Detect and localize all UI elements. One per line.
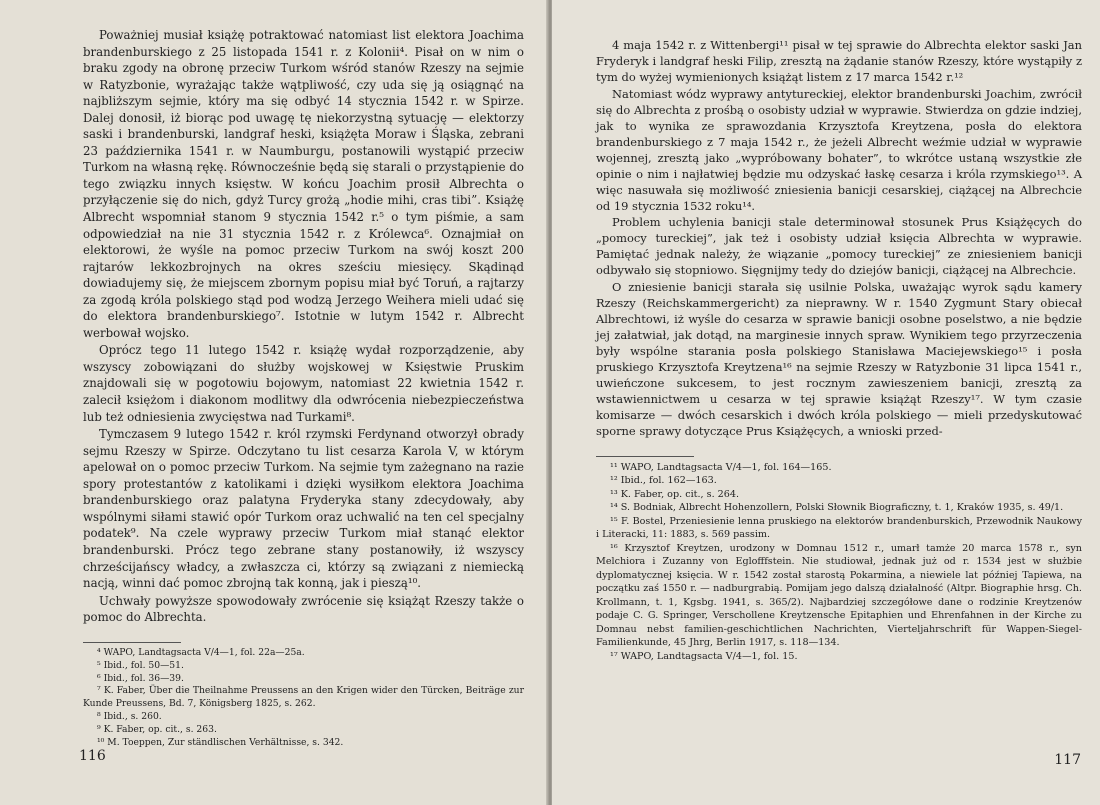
paragraph: Tymczasem 9 lutego 1542 r. król rzymski Ferdynand otworzył obrady sejmu Rzeszy w Spirze. Odczytano tu list cesarza Karola V, w którym apelował on o pomoc przeciw Turkom. Na sejmie tym zażegnano na razie spory protestantów z katolikami i dzięki wysiłkom elektora Joachima brandenburskiego oraz palatyna Fryderyka stany zdecydowały, aby wspólnymi siłami stawić opór Turkom oraz uchwalić na ten cel specjalny podatek⁹. Na czele wyprawy przeciw Turkom miał stanąć elektor brandenburski. Prócz tego zebrane stany postanowiły, iż wszyscy chrześcijańscy władcy, a zwłaszcza ci, którzy są związani z niemiecką nacją, winni dać pomoc zbrojną tak konną, jak i pieszą¹⁰.	[83, 427, 524, 591]
footnote: ⁴ WAPO, Landtagsacta V/4—1, fol. 22a—25a.	[97, 646, 305, 658]
right-page	[552, 0, 1100, 805]
paragraph: O zniesienie banicji starała się usilnie Polska, uważając wyrok sądu kamery Rzeszy (Reichskammergericht) za nieprawny. W r. 1540 Zygmunt Stary obiecał Albrechtowi, iż wyśle do cesarza w sprawie banicji osobne poselstwo, a nie będzie jej załatwiał, jak dotąd, na marginesie innych spraw. Wynikiem tego przyrzeczenia były wspólne starania posła polskiego Stanisława Maciejewskiego¹⁵ i posła pruskiego Krzysztofa Kreytzena¹⁶ na sejmie Rzeszy w Ratyzbonie 31 lipca 1541 r., uwieńczone sukcesem, to jest rocznym zawieszeniem banicji, zresztą za wstawiennictwem u cesarza w tej sprawie książąt Rzeszy¹⁷. W tym czasie komisarze — dwóch cesarskich i dwóch króla polskiego — mieli przedyskutować sporne sprawy dotyczące Prus Książęcych, a wnioski przed-	[596, 280, 1082, 438]
footnote: ¹⁴ S. Bodniak, Albrecht Hohenzollern, Polski Słownik Biograficzny, t. 1, Kraków 1935, s. 49/1.	[610, 502, 1064, 514]
footnote: ¹³ K. Faber, op. cit., s. 264.	[610, 488, 740, 500]
footnote-divider	[596, 456, 694, 457]
page-number: 117	[1054, 752, 1081, 768]
right-body	[596, 38, 1082, 440]
footnote: ⁵ Ibid., fol. 50—51.	[97, 659, 184, 671]
footnote: ⁸ Ibid., s. 260.	[97, 711, 162, 723]
footnote: ¹⁵ F. Bostel, Przeniesienie lenna pruskiego na elektorów brandenburskich, Przewodnik Naukowy i Literacki, 11: 1883, s. 569 passim.	[596, 515, 1082, 541]
footnote: ¹¹ WAPO, Landtagsacta V/4—1, fol. 164—165.	[610, 461, 832, 473]
left-footnotes	[83, 647, 524, 750]
footnote: ¹⁶ Krzysztof Kreytzen, urodzony w Domnau 1512 r., umarł tamże 20 marca 1578 r., syn Melchiora i Zuzanny von Eglofffstein. Nie studiował, jednak już od r. 1534 jest w służbie dyplomatycznej księcia. W r. 1542 został starostą Pokarmina, a niewiele lat później Tapiewa, na początku zaś 1550 r. — nadburgrabią. Pomijam jego dalszą działalność (Altpr. Biographie hrsg. Ch. Krollmann, t. 1, Kgsbg. 1941, s. 365/2). Najbardziej szczegółowe dane o rodzinie Kreytzenów podaje C. G. Springer, Verschollene Kreytzensche Epitaphien und Ehrenfahnen in der Kirche zu Domnau nebst familien-geschichtlichen Nachrichten, Vierteljahrschrift für Wappen-Siegel-Familienkunde, 45 Jhrg, Berlin 1917, s. 118—134.	[596, 542, 1082, 649]
footnote: ¹² Ibid., fol. 162—163.	[610, 475, 717, 487]
paragraph: Problem uchylenia banicji stale determinował stosunek Prus Książęcych do „pomocy tureckiej”, jak też i osobisty udział księcia Albrechta w wyprawie. Pamiętać jednak należy, że wiązanie „pomocy tureckiej” ze zniesieniem banicji odbywało się stopniowo. Sięgnijmy tedy do dziejów banicji, ciążącej na Albrechcie.	[596, 215, 1082, 278]
paragraph: Uchwały powyższe spowodowały zwrócenie się książąt Rzeszy także o pomoc do Albrechta.	[83, 593, 524, 625]
footnote: ⁷ K. Faber, Über die Theilnahme Preussens an den Krigen wider den Türcken, Beiträge zur Kunde Preussens, Bd. 7, Königsberg 1825, s. 262.	[83, 685, 524, 710]
paragraph: 4 maja 1542 r. z Wittenbergi¹¹ pisał w tej sprawie do Albrechta elektor saski Jan Fryderyk i landgraf heski Filip, zresztą na żądanie stanów Rzeszy, które wystąpiły z tym do wyżej wymienionych książąt listem z 17 marca 1542 r.¹²	[596, 38, 1082, 84]
paragraph: Natomiast wódz wyprawy antytureckiej, elektor brandenburski Joachim, zwrócił się do Albrechta z prośbą o osobisty udział w wyprawie. Stwierdza on gdzie indziej, jak to wynika ze sprawozdania Krzysztofa Kreytzena, posła do elektora brandenburskiego z 7 maja 1542 r., że jeżeli Albrecht weźmie udział w wyprawie wojennej, zresztą jako „wypróbowany bohater”, to wkrótce ustaną wszystkie złe opinie o nim i najłatwiej będzie mu odzyskać łaskę cesarza i króla rzymskiego¹³. A więc nasuwała się możliwość zniesienia banicji cesarskiej, ciążącej na Albrechcie od 19 stycznia 1532 roku¹⁴.	[596, 86, 1082, 213]
left-body	[83, 27, 524, 626]
paragraph: Poważniej musiał książę potraktować natomiast list elektora Joachima brandenburskiego z 25 listopada 1541 r. z Kolonii⁴. Pisał on w nim o braku zgody na obronę przeciw Turkom wśród stanów Rzeszy na sejmie w Ratyzbonie, wyrażając także wątpliwość, czy uda się ją osiągnąć na najbliższym sejmie, który ma się odbyć 14 stycznia 1542 r. w Spirze. Dalej donosił, iż biorąc pod uwagę tę niekorzystną sytuację — elektorzy saski i brandenburski, landgraf heski, książęta Moraw i Śląska, zebrani 23 października 1541 r. w Naumburgu, postanowili wystąpić przeciw Turkom na własną rękę. Równocześnie będą się starali o przystąpienie do tego związku innych księstw. W końcu Joachim prosił Albrechta o przyłączenie się do nich, gdyż Turcy grożą „hodie mihi, cras tibi”. Książę Albrecht wspomniał stanom 9 stycznia 1542 r.⁵ o tym piśmie, a sam odpowiedział na nie 31 stycznia 1542 r. z Królewca⁶. Oznajmiał on elektorowi, że wyśle na pomoc przeciw Turkom na swój koszt 200 rajtarów lekkozbrojnych na okres sześciu miesięcy. Skądinąd dowiadujemy się, że miejscem zbornym popisu miał być Toruń, a rajtarzy za zgodą króla polskiego stąd pod wodzą Jerzego Weihera mieli udać się do elektora brandenburskiego⁷. Istotnie w lutym 1542 r. Albrecht werbował wojsko.	[83, 28, 524, 340]
left-page	[0, 0, 548, 805]
footnote-divider	[83, 642, 181, 643]
footnote: ¹⁰ M. Toeppen, Zur ständlischen Verhältnisse, s. 342.	[97, 737, 344, 749]
footnote: ¹⁷ WAPO, Landtagsacta V/4—1, fol. 15.	[610, 650, 798, 662]
footnote: ⁹ K. Faber, op. cit., s. 263.	[97, 724, 217, 736]
footnote: ⁶ Ibid., fol. 36—39.	[97, 672, 184, 684]
page-number: 116	[79, 748, 106, 764]
right-footnotes	[596, 461, 1082, 664]
paragraph: Oprócz tego 11 lutego 1542 r. książę wydał rozporządzenie, aby wszyscy zobowiązani do służby wojskowej w Księstwie Pruskim znajdowali się w pogotowiu bojowym, natomiast 22 kwietnia 1542 r. zalecił księżom i diakonom modlitwy dla odwrócenia niebezpieczeństwa lub też odniesienia zwycięstwa nad Turkami⁸.	[83, 343, 524, 424]
